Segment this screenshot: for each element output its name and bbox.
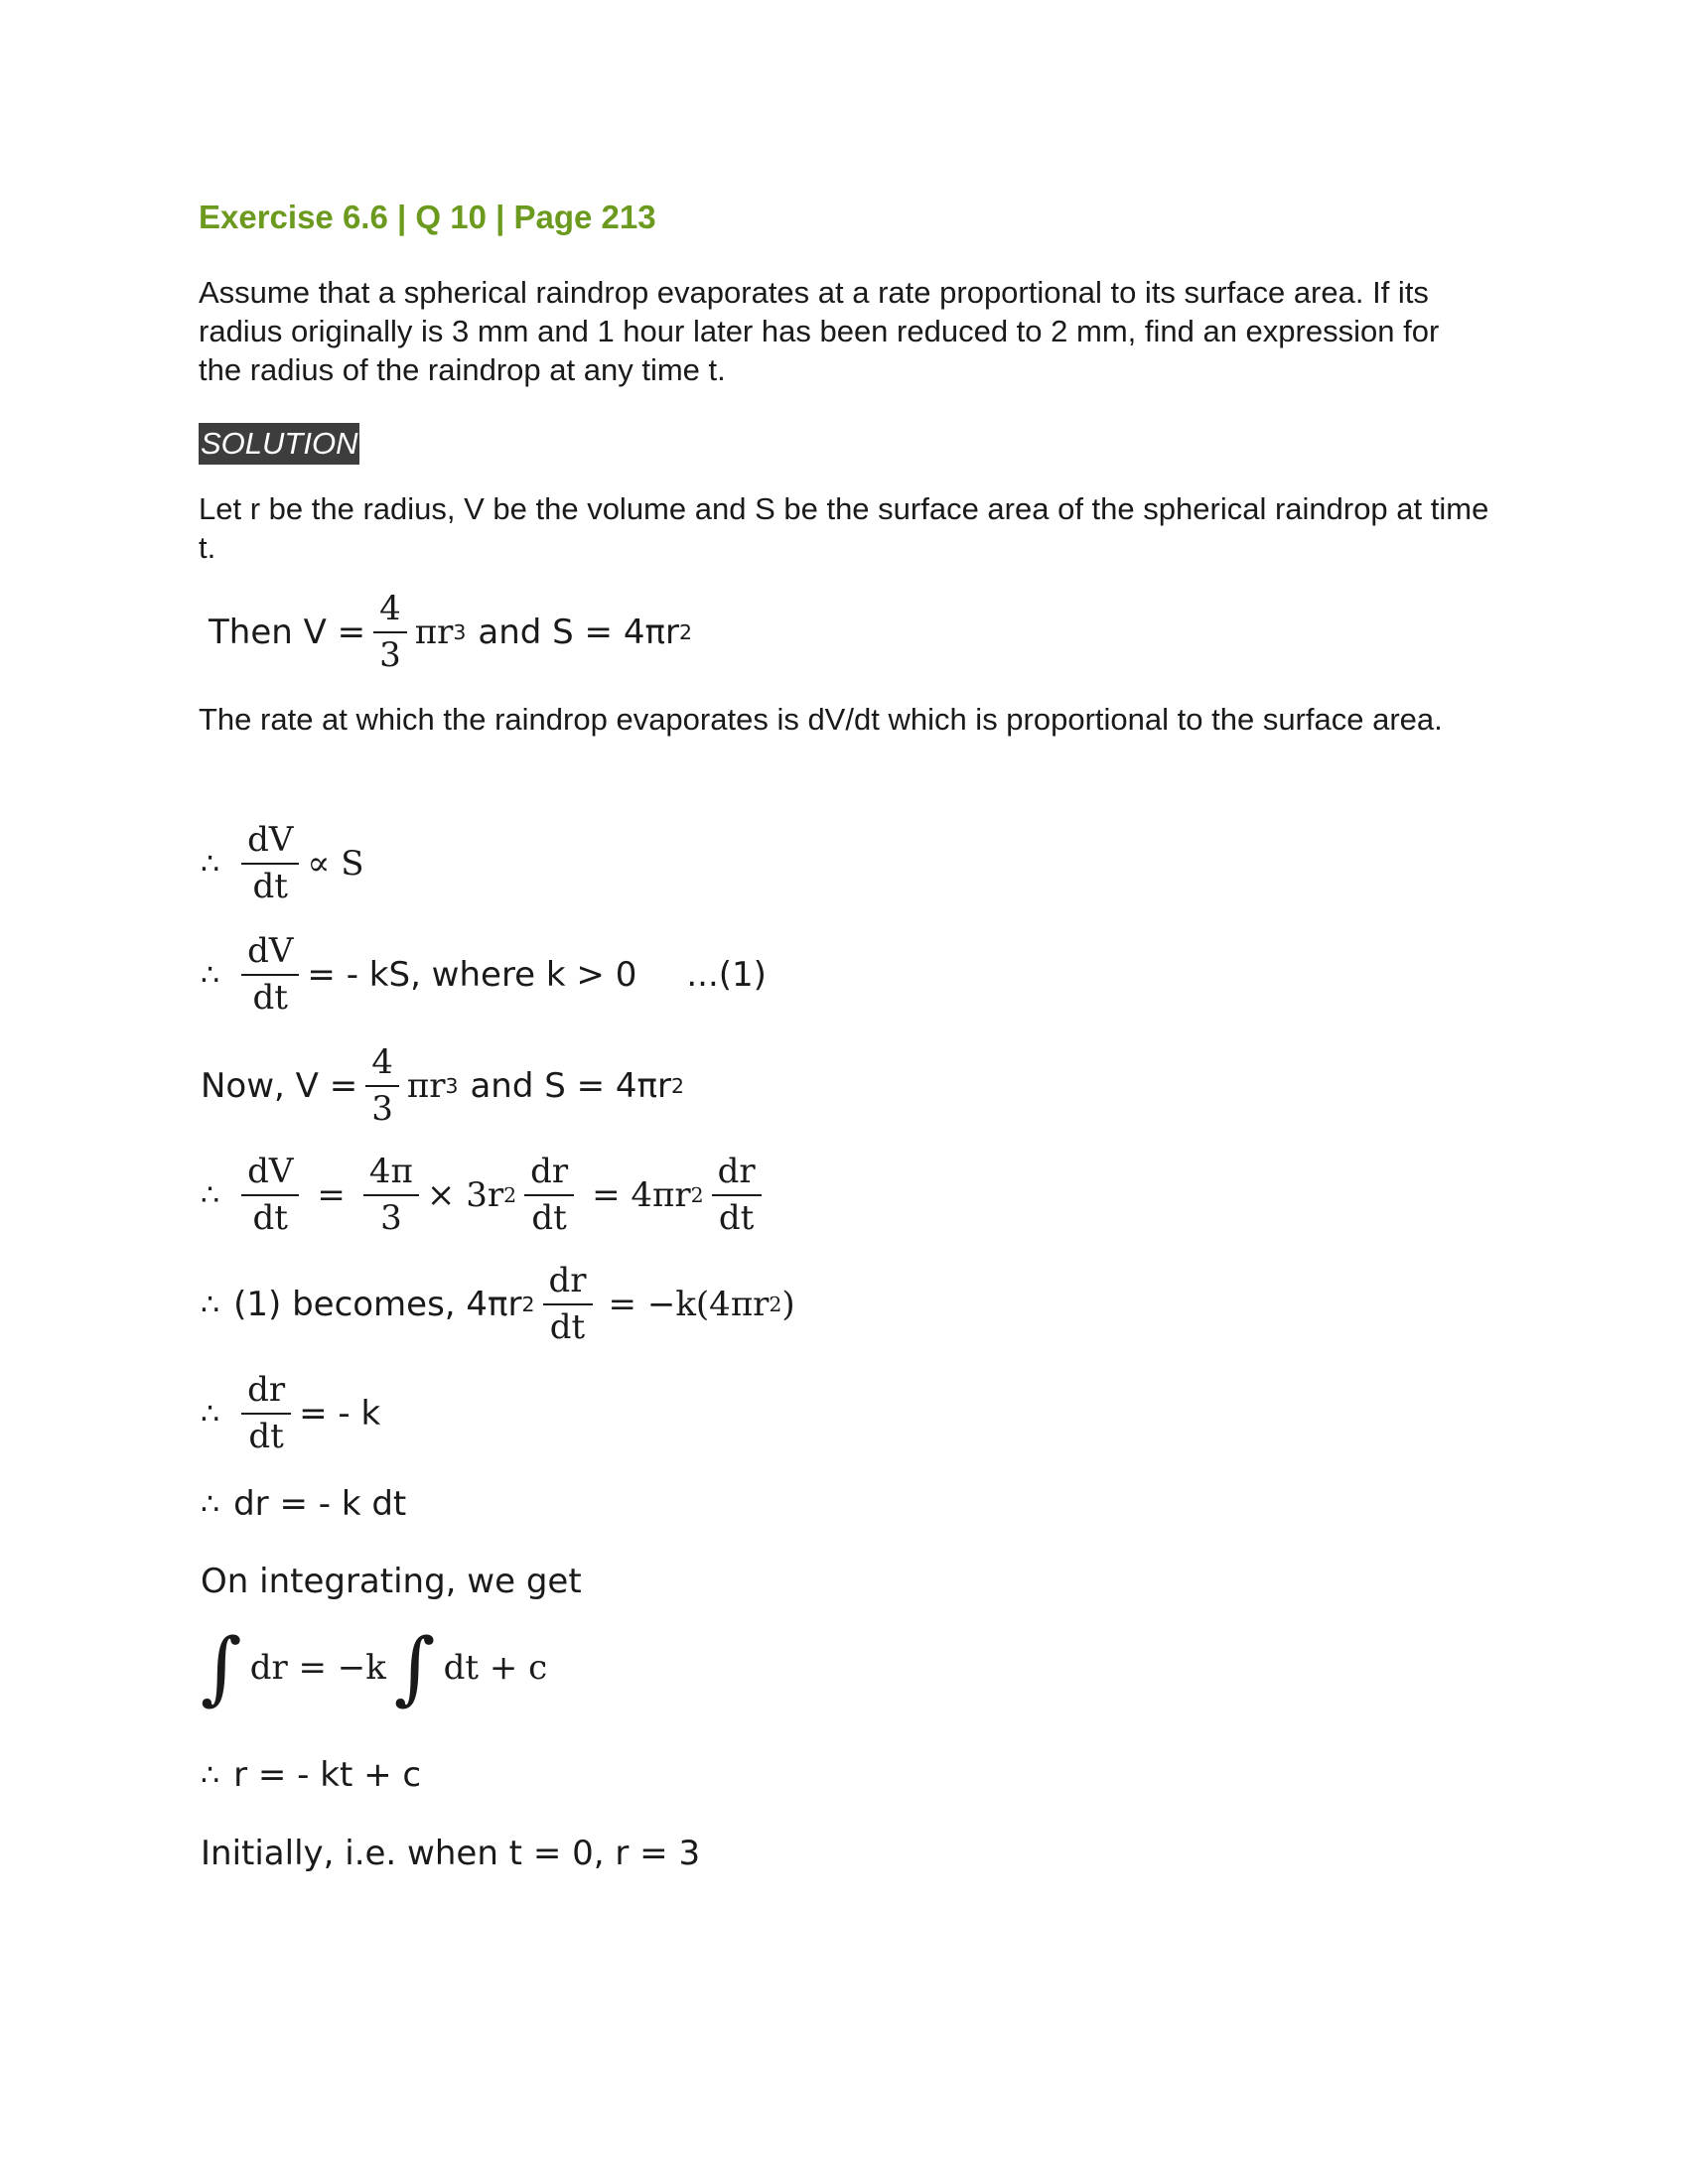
equation-r-solution bbox=[201, 1755, 421, 1795]
intro-text: Let r be the radius, V be the volume and S be the surface area of the spherical raindrop at time t. bbox=[199, 491, 1489, 565]
eq5-frac2 bbox=[363, 1154, 419, 1238]
equation-volume-surface: Then V = $\frac{4}{3}$ πr 3 and S = 4πr 2 bbox=[209, 589, 692, 676]
eq1-fraction bbox=[373, 591, 407, 675]
eq2-den: dt bbox=[252, 867, 288, 907]
therefore-symbol: ∴ bbox=[201, 1177, 220, 1213]
eq4-pi-r: πr bbox=[406, 1066, 446, 1107]
eq3-fraction bbox=[241, 933, 299, 1018]
eq6-close: ) bbox=[781, 1285, 795, 1325]
eq3-den: dt bbox=[252, 978, 288, 1019]
eq5-den1: dt bbox=[252, 1198, 288, 1239]
therefore-symbol: ∴ bbox=[201, 1486, 220, 1522]
eq1-pi-r: πr bbox=[414, 613, 454, 653]
eq7-num: dr bbox=[241, 1372, 291, 1415]
therefore-symbol: ∴ bbox=[201, 1757, 220, 1793]
eq4-prefix: Now, V = bbox=[201, 1066, 358, 1107]
eq5-frac1 bbox=[241, 1154, 299, 1238]
eq5-den4: dt bbox=[718, 1198, 755, 1239]
eq8-text: dr = - k dt bbox=[233, 1484, 407, 1524]
equation-dr-equals bbox=[201, 1484, 406, 1524]
eq4-frac-den: 3 bbox=[371, 1089, 393, 1130]
therefore-symbol: ∴ bbox=[201, 957, 220, 993]
eq5-frac4 bbox=[712, 1154, 762, 1238]
therefore-symbol: ∴ bbox=[201, 1287, 220, 1322]
eq5-num1: dV bbox=[241, 1154, 299, 1196]
therefore-symbol: ∴ bbox=[201, 846, 220, 882]
eq6-fraction bbox=[543, 1263, 593, 1347]
therefore-symbol: ∴ bbox=[201, 1396, 220, 1432]
integrating-label: On integrating, we get bbox=[201, 1562, 582, 1601]
integral-symbol-2: ∫ bbox=[393, 1621, 436, 1713]
eq5-den2: 3 bbox=[380, 1198, 402, 1239]
eq5-equals2: = 4πr bbox=[592, 1175, 691, 1216]
eq5-num3: dr bbox=[524, 1154, 574, 1196]
integral-symbol: ∫ bbox=[201, 1621, 242, 1713]
eq5-den3: dt bbox=[531, 1198, 567, 1239]
eq2-num: dV bbox=[241, 822, 299, 865]
eq6-prefix: (1) becomes, 4πr bbox=[233, 1285, 522, 1325]
eq1-prefix: Then V = bbox=[209, 613, 366, 653]
eq7-rhs: = - k bbox=[299, 1394, 381, 1434]
eq2-rhs: ∝ S bbox=[307, 844, 364, 885]
eq3-tag: ...(1) bbox=[686, 955, 767, 996]
solution-label: SOLUTION bbox=[199, 423, 359, 465]
eq1-frac-den: 3 bbox=[379, 635, 401, 676]
rate-text: The rate at which the raindrop evaporates is dV/dt which is proportional to the surface area. bbox=[199, 702, 1443, 737]
equation-integral bbox=[201, 1621, 548, 1713]
eq10-text: r = - kt + c bbox=[233, 1755, 422, 1795]
question-text: Assume that a spherical raindrop evaporates at a rate proportional to its surface area. If its radius originally is 3 mm and 1 hour later has been reduced to 2 mm, find an expression for the radius of the raindrop at any time t. bbox=[199, 275, 1440, 387]
eq6-rhs: = −k(4πr bbox=[608, 1285, 770, 1325]
equation-proportional bbox=[201, 822, 364, 906]
equation-rate-constant bbox=[201, 933, 767, 1018]
eq5-equals: = bbox=[317, 1175, 346, 1216]
eq3-rhs: = - kS, where k > 0 bbox=[307, 955, 637, 996]
eq4-frac-num: 4 bbox=[365, 1044, 399, 1087]
eq3-num: dV bbox=[241, 933, 299, 976]
equation-becomes: ∴ (1) becomes, 4πr 2 $\frac{dr}{dt}$ = −k(4πr 2 ) bbox=[201, 1261, 795, 1348]
eq2-fraction bbox=[241, 822, 299, 906]
eq7-fraction bbox=[241, 1372, 291, 1456]
eq9-rhs: dt + c bbox=[443, 1648, 548, 1688]
equation-now-volume: Now, V = $\frac{4}{3}$ πr 3 and S = 4πr 2 bbox=[201, 1042, 684, 1130]
eq6-den: dt bbox=[549, 1307, 586, 1348]
equation-dr-dt bbox=[201, 1372, 380, 1456]
eq4-fraction bbox=[365, 1044, 399, 1129]
eq7-den: dt bbox=[248, 1417, 284, 1457]
eq5-num2: 4π bbox=[363, 1154, 419, 1196]
exercise-heading: Exercise 6.6 | Q 10 | Page 213 bbox=[199, 199, 656, 235]
eq1-mid: and S = 4πr bbox=[478, 613, 679, 653]
integrating-text bbox=[201, 1562, 582, 1601]
equation-derivative-chain: ∴ $\frac{dV}{dt}$ = $\frac{4\pi}{3}$ × 3r 2 $\frac{dr}{dt}$ = 4πr 2 $\frac{dr}{dt}$ bbox=[201, 1154, 770, 1238]
eq6-num: dr bbox=[543, 1263, 593, 1305]
eq1-frac-num: 4 bbox=[373, 591, 407, 633]
eq9-lhs: dr = −k bbox=[249, 1648, 386, 1688]
initially-text bbox=[201, 1834, 700, 1873]
eq5-times: × 3r bbox=[426, 1175, 504, 1216]
eq4-mid: and S = 4πr bbox=[470, 1066, 671, 1107]
eq5-num4: dr bbox=[712, 1154, 762, 1196]
eq5-frac3 bbox=[524, 1154, 574, 1238]
initially-label: Initially, i.e. when t = 0, r = 3 bbox=[201, 1834, 701, 1873]
